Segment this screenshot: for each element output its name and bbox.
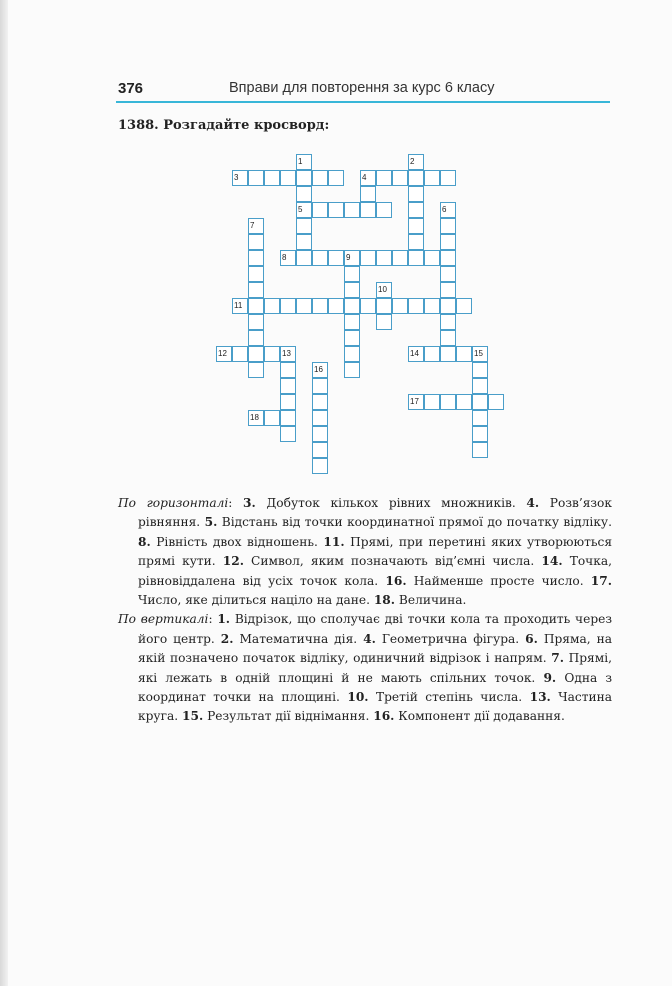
crossword-cell[interactable] (344, 330, 360, 346)
page-number: 376 (118, 80, 144, 97)
crossword-cell[interactable] (424, 394, 440, 410)
crossword-cell[interactable] (488, 394, 504, 410)
clue-number: 6. (525, 631, 538, 646)
clue-text: Добуток кількох рівних множників. (255, 496, 527, 510)
crossword-cell[interactable] (344, 314, 360, 330)
clue-number: 11. (323, 534, 345, 549)
crossword-cell[interactable] (440, 234, 456, 250)
crossword-cell[interactable] (344, 298, 360, 314)
crossword-clue-number: 13 (282, 349, 291, 358)
clue-text: Прямі, які лежать в одній площині й не мають спільних точок. (138, 651, 612, 685)
clue-text: Розв’язок рівняння. (138, 496, 613, 530)
crossword-cell[interactable] (440, 394, 456, 410)
clue-number: 13. (529, 690, 551, 705)
crossword-cell[interactable] (408, 250, 424, 266)
crossword-cell[interactable] (312, 426, 328, 442)
crossword-cell[interactable] (456, 394, 472, 410)
clue-text: Геометрична фігура. (375, 631, 526, 646)
crossword-cell[interactable] (440, 346, 456, 362)
crossword-clue-number: 12 (218, 349, 227, 358)
crossword-cell[interactable] (408, 218, 424, 234)
crossword-clue-number: 14 (410, 349, 419, 358)
crossword-cell[interactable] (248, 362, 264, 378)
crossword-cell[interactable] (424, 170, 440, 186)
crossword-cell[interactable] (248, 250, 264, 266)
clue-text: Відрізок, що сполучає дві точки кола та проходить через його центр. (138, 612, 612, 646)
clue-number: 8. (138, 534, 151, 549)
crossword-cell[interactable] (376, 170, 392, 186)
crossword-cell[interactable] (344, 346, 360, 362)
clue-text: Одна з координат точки на площині. (138, 670, 613, 705)
crossword-cell[interactable] (456, 346, 472, 362)
crossword-cell[interactable] (264, 170, 280, 186)
crossword-cell[interactable] (312, 202, 328, 218)
clue-number: 16. (373, 709, 395, 724)
clue-number: 7. (551, 651, 564, 666)
crossword-cell[interactable] (472, 410, 488, 426)
vertical-clues: По вертикалі: 1. Відрізок, що сполучає дві точки кола та проходить через його центр. 2. Математична дія. 4. Геометрична фігура. 6. Пряма, на якій позначено початок відліку, одиничний відрізок і напрям. 7. Прямі, які лежать в одній площині й не мають спільних точок. 9. Одна з координат точки на площині. 10. Третій степінь числа. 13. Частина круга. 15. Результат дії віднімання. 16. Компонент дії додавання. (118, 612, 613, 724)
crossword-clue-number: 1 (298, 157, 303, 166)
crossword-clue-number: 10 (378, 285, 387, 294)
crossword-cell[interactable] (344, 266, 360, 282)
clue-text: Відстань від точки координатної прямої до початку відліку. (217, 515, 612, 530)
clue-number: 16. (385, 573, 407, 588)
crossword-cell[interactable] (344, 282, 360, 298)
clue-number: 18. (373, 593, 396, 608)
crossword-cell[interactable] (280, 170, 296, 186)
clue-number: 17. (590, 573, 612, 588)
crossword-cell[interactable] (376, 314, 392, 330)
clue-number: 10. (347, 690, 369, 705)
crossword-cell[interactable] (328, 170, 344, 186)
crossword-clue-number: 5 (298, 205, 303, 214)
crossword-cell[interactable] (424, 250, 440, 266)
crossword-cell[interactable] (232, 346, 248, 362)
clue-text: Прямі, при перетині яких утворюються прямі кути. (138, 534, 613, 569)
crossword-clue-number: 8 (282, 253, 287, 262)
crossword-cell[interactable] (280, 298, 296, 314)
crossword-cell[interactable] (360, 250, 376, 266)
page-edge-shadow (0, 0, 8, 986)
crossword-cell[interactable] (392, 170, 408, 186)
crossword-cell[interactable] (280, 394, 296, 410)
clue-text: Число, яке ділиться націло на дане. (138, 593, 374, 608)
clue-text: Пряма, на якій позначено початок відліку, одиничний відрізок і напрям. (138, 631, 612, 666)
crossword-cell[interactable] (248, 314, 264, 330)
crossword-clue-number: 16 (314, 365, 323, 374)
crossword-cell[interactable] (440, 282, 456, 298)
crossword-cell[interactable] (472, 442, 488, 458)
crossword-clue-number: 15 (474, 349, 483, 358)
crossword-cell[interactable] (328, 250, 344, 266)
clue-number: 12. (222, 554, 244, 569)
crossword-cell[interactable] (280, 362, 296, 378)
crossword-cell[interactable] (376, 202, 392, 218)
crossword-cell[interactable] (440, 250, 456, 266)
clue-text: Найменше просте число. (406, 573, 591, 588)
crossword-cell[interactable] (392, 250, 408, 266)
running-header: Вправи для повторення за курс 6 класу (229, 80, 495, 96)
clue-text: Величина. (395, 593, 467, 608)
crossword-clue-number: 18 (250, 413, 259, 422)
crossword-cell[interactable] (312, 170, 328, 186)
crossword-cell[interactable] (248, 282, 264, 298)
clue-number: 1. (217, 612, 231, 627)
crossword-cell[interactable] (408, 234, 424, 250)
crossword-cell[interactable] (312, 442, 328, 458)
crossword-clue-number: 7 (250, 221, 255, 230)
clue-text: Третій степінь числа. (368, 690, 530, 705)
clue-number: 3. (243, 496, 256, 510)
crossword-cell[interactable] (408, 202, 424, 218)
crossword-clue-number: 6 (442, 205, 447, 214)
crossword-cell[interactable] (344, 202, 360, 218)
crossword-cell[interactable] (296, 170, 312, 186)
clue-number: 14. (541, 554, 563, 569)
crossword-cell[interactable] (296, 298, 312, 314)
crossword-clue-number: 9 (346, 253, 351, 262)
crossword-cell[interactable] (280, 378, 296, 394)
clue-text: Символ, яким позначають від’ємні числа. (243, 554, 542, 569)
clue-text: Рівність двох відношень. (150, 534, 324, 549)
crossword-cell[interactable] (296, 250, 312, 266)
crossword-cell[interactable] (472, 426, 488, 442)
crossword-cell[interactable] (408, 170, 424, 186)
crossword-cell[interactable] (440, 170, 456, 186)
crossword-cell[interactable] (312, 250, 328, 266)
clues-section (118, 494, 612, 727)
task-heading: 1388. Розгадайте кросворд: (118, 118, 330, 133)
crossword-cell[interactable] (248, 266, 264, 282)
crossword-cell[interactable] (360, 202, 376, 218)
horizontal-label: По горизонталі (118, 496, 229, 510)
crossword-cell[interactable] (328, 202, 344, 218)
crossword-cell[interactable] (424, 346, 440, 362)
crossword-cell[interactable] (280, 410, 296, 426)
crossword-cell[interactable] (248, 170, 264, 186)
crossword-cell[interactable] (440, 314, 456, 330)
clue-text: Результат дії віднімання. (203, 709, 374, 724)
header-rule (116, 101, 610, 103)
crossword-cell[interactable] (392, 298, 408, 314)
crossword-clue-number: 17 (410, 397, 419, 406)
clue-number: 4. (363, 631, 376, 646)
crossword-cell[interactable] (408, 298, 424, 314)
crossword-cell[interactable] (248, 234, 264, 250)
crossword-clue-number: 3 (234, 173, 239, 182)
crossword-cell[interactable] (472, 362, 488, 378)
crossword-clue-number: 2 (410, 157, 415, 166)
crossword-cell[interactable] (312, 298, 328, 314)
clue-text: Частина круга. (138, 690, 612, 724)
clue-text: Математична дія. (233, 631, 364, 646)
crossword-cell[interactable] (248, 346, 264, 362)
crossword-clue-number: 11 (234, 301, 243, 310)
crossword-cell[interactable] (296, 186, 312, 202)
crossword-cell[interactable] (344, 362, 360, 378)
crossword-cell[interactable] (440, 218, 456, 234)
clue-text: Точка, рівновіддалена від усіх точок кола. (138, 554, 612, 588)
crossword-cell[interactable] (280, 426, 296, 442)
crossword-cell[interactable] (312, 394, 328, 410)
crossword-cell[interactable] (376, 298, 392, 314)
clue-number: 9. (543, 670, 557, 685)
crossword-cell[interactable] (312, 378, 328, 394)
crossword-cell[interactable] (264, 346, 280, 362)
clue-number: 4. (526, 496, 540, 510)
clue-number: 5. (204, 515, 218, 530)
crossword-cell[interactable] (312, 410, 328, 426)
crossword-cell[interactable] (296, 218, 312, 234)
crossword-cell[interactable] (472, 394, 488, 410)
crossword-cell[interactable] (296, 234, 312, 250)
crossword-clue-number: 4 (362, 173, 367, 182)
crossword-cell[interactable] (440, 266, 456, 282)
crossword-cell[interactable] (264, 410, 280, 426)
crossword-cell[interactable] (360, 298, 376, 314)
clue-text: Компонент дії додавання. (394, 709, 565, 724)
crossword-cell[interactable] (360, 186, 376, 202)
crossword-cell[interactable] (328, 298, 344, 314)
crossword-cell[interactable] (472, 378, 488, 394)
crossword-cell[interactable] (440, 330, 456, 346)
crossword-cell[interactable] (440, 298, 456, 314)
crossword-cell[interactable] (264, 298, 280, 314)
crossword-cell[interactable] (248, 298, 264, 314)
crossword-cell[interactable] (424, 298, 440, 314)
crossword-cell[interactable] (408, 186, 424, 202)
crossword-cell[interactable] (456, 298, 472, 314)
crossword-cell[interactable] (248, 330, 264, 346)
crossword-cell[interactable] (376, 250, 392, 266)
crossword-cell[interactable] (312, 458, 328, 474)
horizontal-clues: По горизонталі: 3. Добуток кількох рівних множників. 4. Розв’язок рівняння. 5. Відстань від точки координатної прямої до початку відліку. 8. Рівність двох відношень. 11. Прямі, при перетині яких утворюються прямі кути. 12. Символ, яким позначають від’ємні числа. 14. Точка, рівновіддалена від усіх точок кола. 16. Найменше просте число. 17. Число, яке ділиться націло на дане. 18. Величина. (118, 496, 613, 608)
vertical-label: По вертикалі (118, 612, 209, 627)
clue-number: 15. (182, 709, 204, 724)
clue-number: 2. (220, 631, 234, 646)
